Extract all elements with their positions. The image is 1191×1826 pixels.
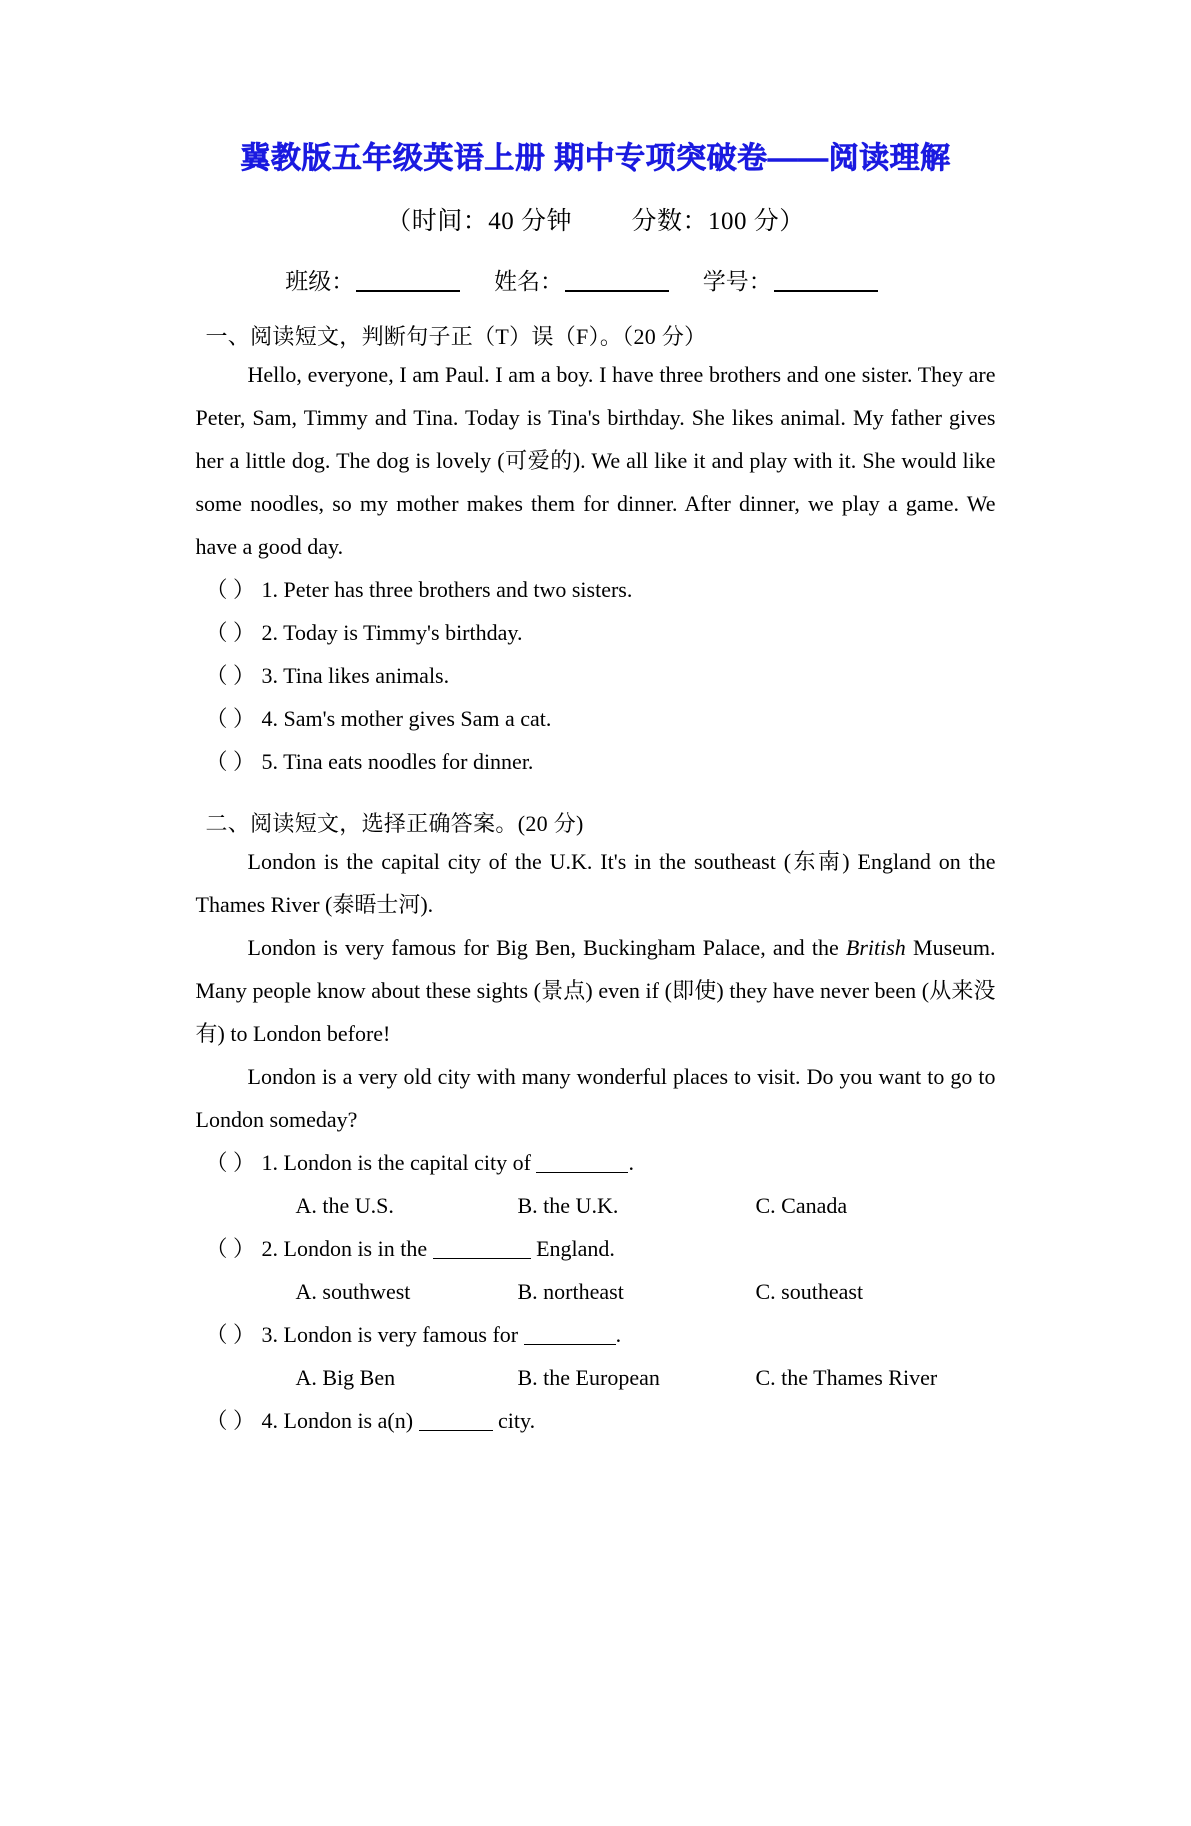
question-text: 2. Today is Timmy's birthday. [261,620,523,645]
option-b[interactable]: B. the U.K. [517,1193,619,1218]
section-heading-2: 二、阅读短文，选择正确答案。(20 分) [205,811,584,836]
passage-2-paragraph-2 [196,926,996,1055]
question-stem-end: . [628,1150,634,1175]
student-info-line [0,263,1191,296]
tf-question-3[interactable] [196,654,996,697]
student-id-field [703,269,884,294]
answer-blank[interactable] [433,1258,531,1259]
question-stem-end: . [615,1322,622,1347]
exam-score-label: 分数：100 分） [631,208,805,235]
passage-2-paragraph-1: London is the capital city of the U.K. It's in the southeast (东南) England on the Thames River (泰晤士河). [195,849,996,917]
student-id-blank[interactable] [774,290,878,292]
option-a[interactable]: A. southwest [295,1279,411,1304]
answer-parenthesis[interactable]: （ ） [205,749,256,774]
mc-question-1[interactable] [196,1141,996,1184]
mc-options-2 [196,1270,996,1313]
option-c[interactable]: C. Canada [755,1193,848,1218]
answer-parenthesis[interactable]: （ ） [205,1236,256,1261]
answer-blank[interactable] [536,1172,628,1173]
passage-1: Hello, everyone, I am Paul. I am a boy. I have three brothers and one sister. They are Peter, Sam, Timmy and Tina. Today is Tina's birthday. She likes animal. My father gives her a little dog. The dog is lovely (可爱的). We all like it and play with it. She would like some noodles, so my mother makes them for dinner. After dinner, we play a game. We have a good day. [195,362,996,559]
mc-question-2[interactable] [196,1227,996,1270]
exam-content [196,320,996,1442]
option-a[interactable]: A. Big Ben [295,1365,396,1390]
class-blank[interactable] [356,290,460,292]
question-stem: 1. London is the capital city of [261,1150,537,1175]
mc-options-1 [196,1184,996,1227]
answer-parenthesis[interactable]: （ ） [205,620,256,645]
tf-question-4[interactable] [196,697,996,740]
tf-question-2[interactable] [196,611,996,654]
question-text: 3. Tina likes animals. [261,663,450,688]
question-text: 5. Tina eats noodles for dinner. [261,749,534,774]
question-stem-end: city. [492,1408,536,1433]
option-b[interactable]: B. northeast [517,1279,624,1304]
question-stem: 2. London is in the [261,1236,433,1261]
passage-text-pre: London is very famous for Big Ben, Buckingham Palace, and the [247,935,846,960]
page-title: 冀教版五年级英语上册 期中专项突破卷——阅读理解 [240,142,951,175]
option-b[interactable]: B. the European [517,1365,660,1390]
class-label: 班级： [285,269,355,294]
answer-parenthesis[interactable]: （ ） [205,1408,256,1433]
mc-options-3 [196,1356,996,1399]
question-stem-end: England. [530,1236,615,1261]
tf-question-1[interactable] [196,568,996,611]
answer-parenthesis[interactable]: （ ） [205,577,256,602]
name-label: 姓名： [494,269,563,294]
passage-2-paragraph-3: London is a very old city with many wonderful places to visit. Do you want to go to London someday? [195,1064,996,1132]
option-c[interactable]: C. southeast [755,1279,864,1304]
question-text: 4. Sam's mother gives Sam a cat. [261,706,552,731]
italic-term-british: British [845,935,906,960]
student-id-label: 学号： [702,269,772,294]
exam-paper-page [0,142,1191,1826]
answer-blank[interactable] [419,1430,493,1431]
section-heading-1: 一、阅读短文，判断句子正（T）误（F）。（20 分） [205,324,707,349]
name-blank[interactable] [565,290,669,292]
question-text: 1. Peter has three brothers and two sisters. [261,577,633,602]
tf-question-5[interactable] [196,740,996,783]
mc-question-4[interactable] [196,1399,996,1442]
answer-parenthesis[interactable]: （ ） [205,1150,256,1175]
answer-parenthesis[interactable]: （ ） [205,663,256,688]
option-a[interactable]: A. the U.S. [295,1193,394,1218]
question-stem: 4. London is a(n) [261,1408,419,1433]
exam-meta-line [0,201,1191,237]
mc-question-3[interactable] [196,1313,996,1356]
answer-parenthesis[interactable]: （ ） [205,1322,256,1347]
class-field [285,269,466,294]
option-c[interactable]: C. the Thames River [755,1365,938,1390]
exam-time-label: （时间：40 分钟 [386,208,572,235]
question-stem: 3. London is very famous for [261,1322,524,1347]
answer-parenthesis[interactable]: （ ） [205,706,256,731]
answer-blank[interactable] [524,1344,616,1345]
passage-text-post: Museum. Many people know about these sights (景点) even if (即使) they have never been (从来没有) to London before! [195,935,996,1046]
name-field [494,269,675,294]
